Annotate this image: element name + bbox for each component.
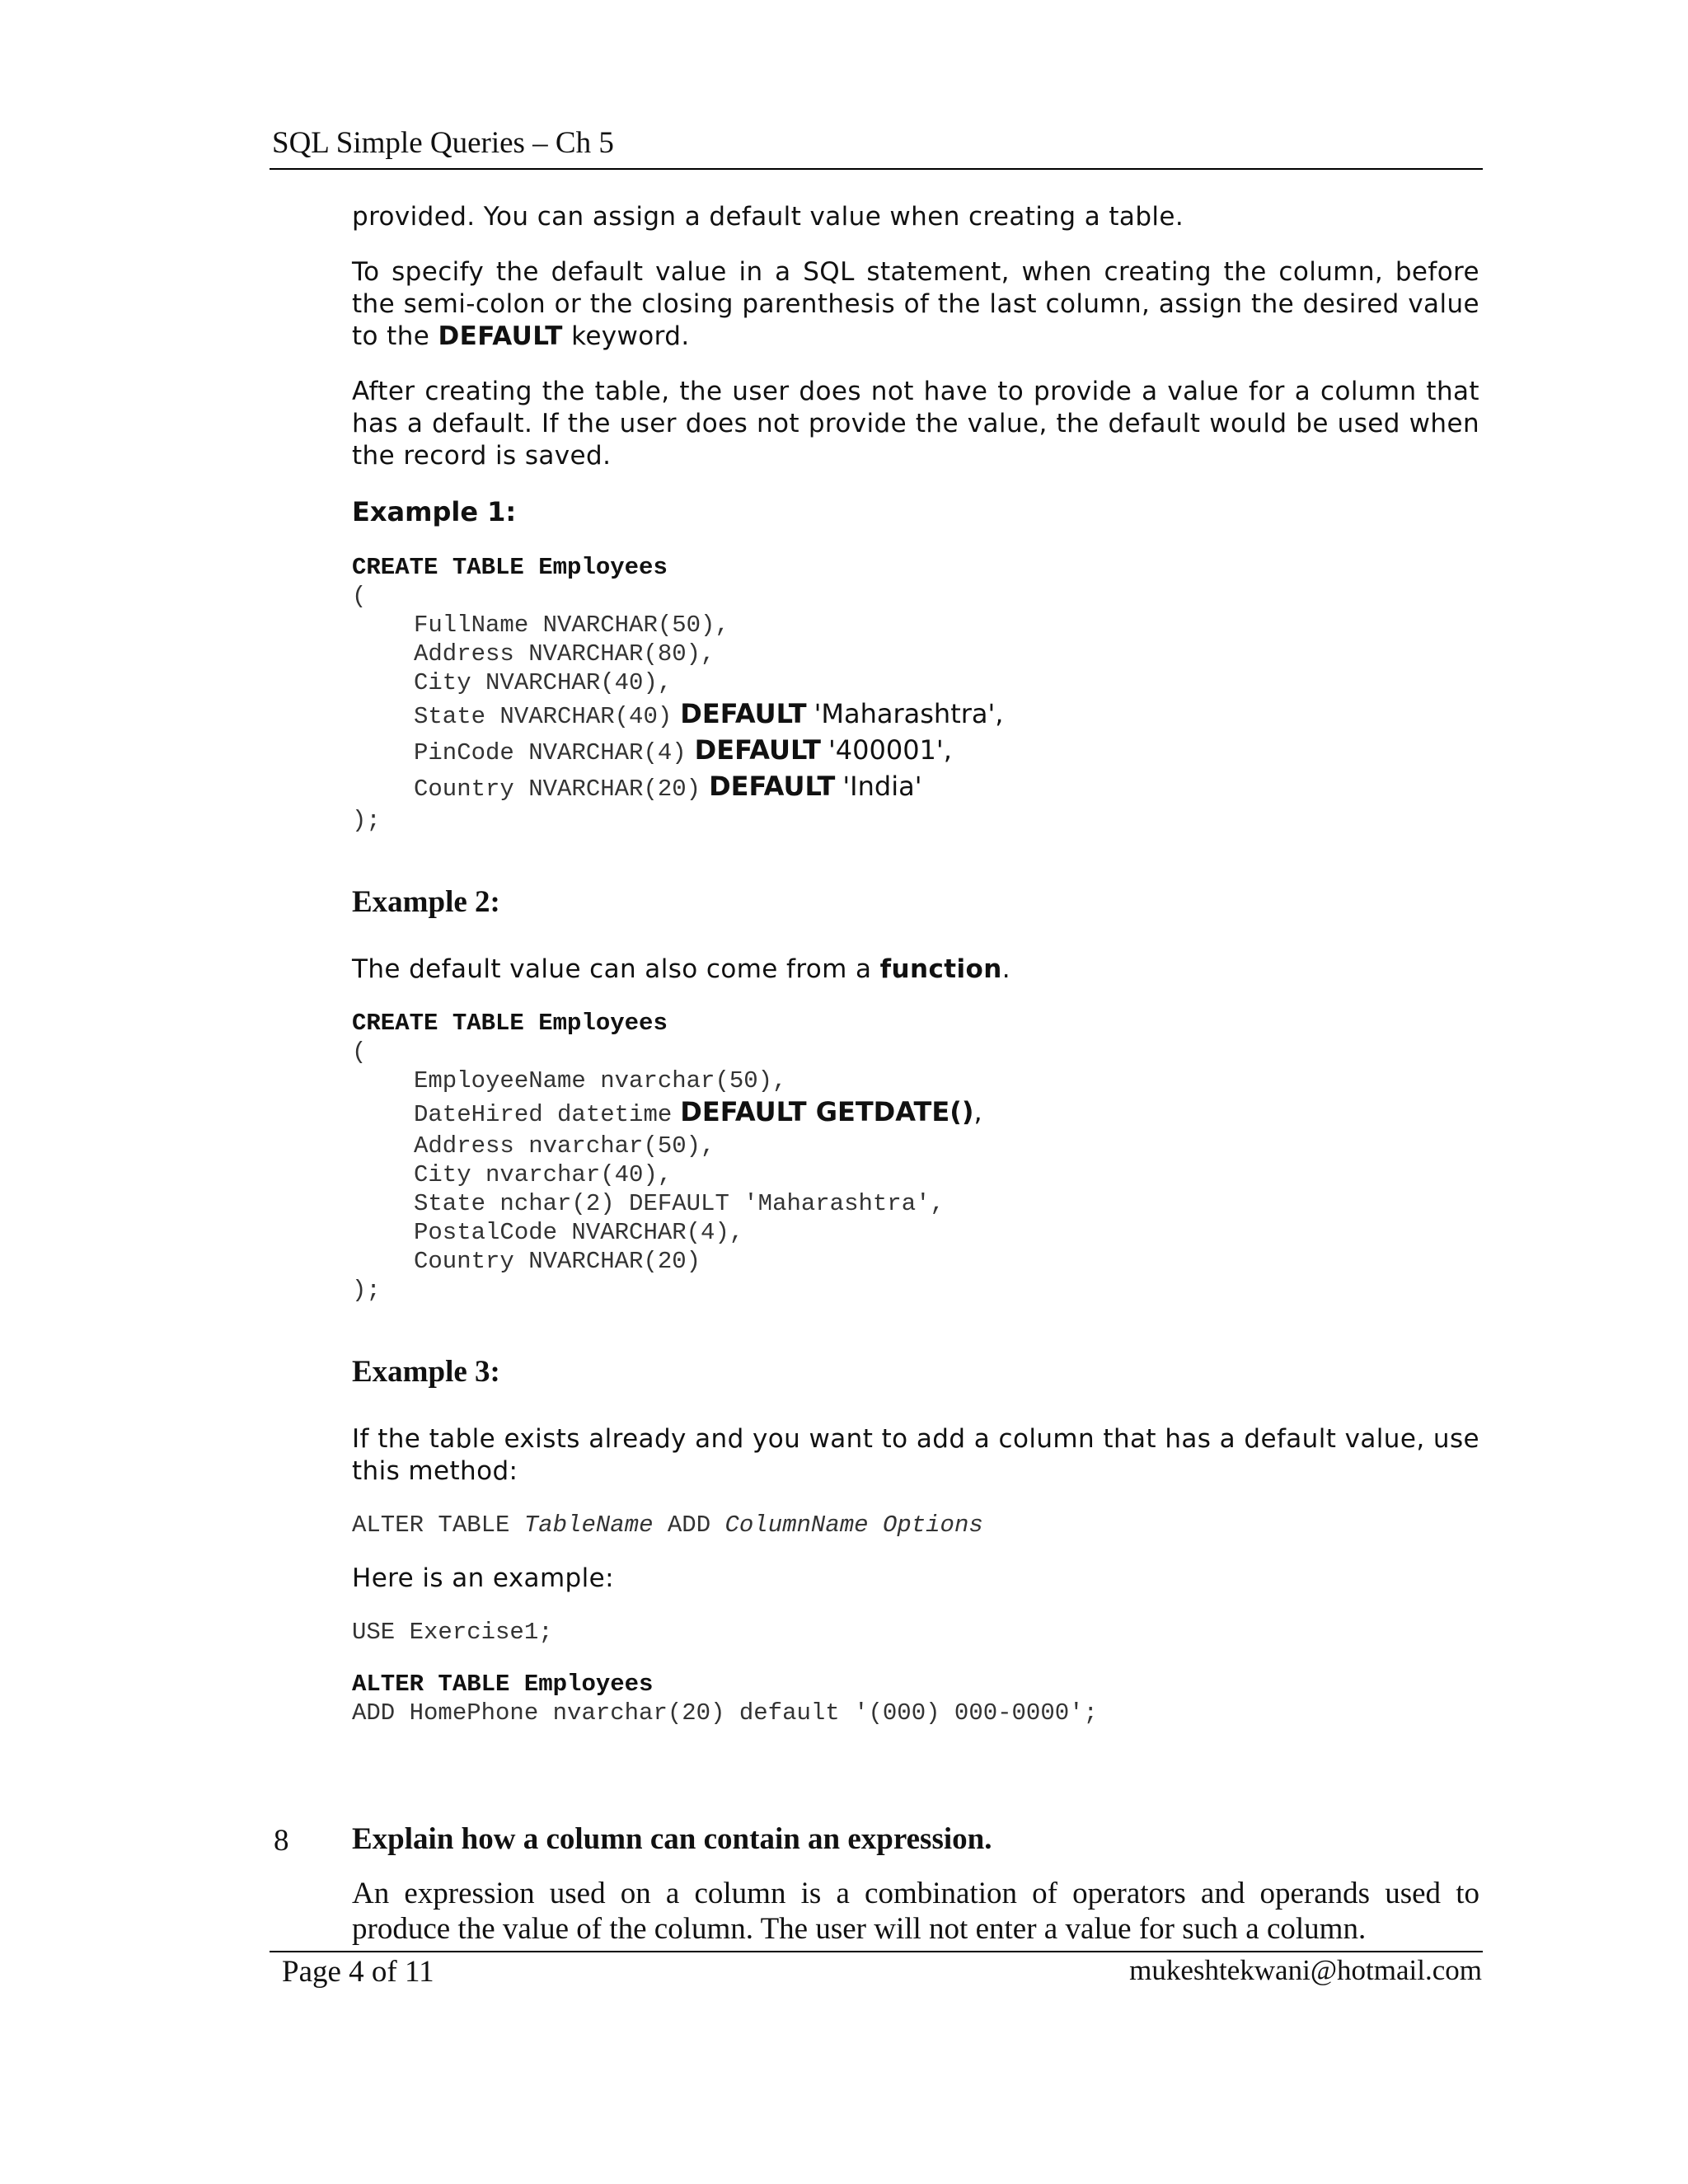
code-line: State nchar(2) DEFAULT 'Maharashtra', — [414, 1190, 945, 1217]
syntax-space — [869, 1511, 883, 1539]
code-line: ADD HomePhone nvarchar(20) default '(000) 000-0000'; — [352, 1699, 1098, 1727]
code-line: Address NVARCHAR(80), — [414, 640, 715, 668]
code-line: City NVARCHAR(40), — [414, 669, 673, 696]
footer-divider — [270, 1951, 1483, 1952]
intro-p2-text: To specify the default value in a SQL statement, when creating the column, before the semi-colon or the closing parenthesis of the last column, assign the desired value to the — [352, 257, 1479, 351]
syntax-table-name: TableName — [523, 1511, 654, 1539]
question-block — [352, 1821, 1479, 1947]
code-line: Country NVARCHAR(20) — [414, 1248, 701, 1275]
example-1-code — [352, 553, 1479, 835]
code-line: Address nvarchar(50), — [414, 1132, 715, 1160]
code-line — [352, 697, 1479, 733]
example-3-lead: Here is an example: — [352, 1563, 614, 1593]
code-line: USE Exercise1; — [352, 1619, 553, 1646]
alter-syntax — [352, 1511, 1479, 1540]
example-2-text-end: . — [1001, 954, 1010, 984]
question-title: Explain how a column can contain an expression. — [352, 1822, 992, 1856]
code-line — [352, 1511, 1479, 1540]
code-column: PinCode NVARCHAR(4) — [414, 739, 687, 766]
code-line: FullName NVARCHAR(50), — [414, 612, 729, 639]
example-2-text — [352, 954, 1479, 986]
intro-p2-end: keyword. — [562, 321, 690, 351]
code-comma: , — [973, 1096, 982, 1127]
code-line: ALTER TABLE Employees — [352, 1671, 654, 1698]
code-default-keyword: DEFAULT GETDATE() — [680, 1096, 974, 1127]
intro-paragraph-3: After creating the table, the user does not have to provide a value for a column that has a default. If the user does not provide the value, the default would be used when the record is saved. — [352, 377, 1479, 471]
code-column: Country NVARCHAR(20) — [414, 776, 701, 803]
code-line: ); — [352, 807, 381, 834]
code-line: City nvarchar(40), — [414, 1161, 673, 1188]
code-line: ); — [352, 1277, 381, 1304]
code-default-keyword: DEFAULT — [680, 698, 807, 729]
intro-paragraph-1: provided. You can assign a default value when creating a table. — [352, 202, 1184, 232]
example-3-code — [352, 1670, 1479, 1727]
code-line — [352, 733, 1479, 770]
header-divider — [270, 168, 1483, 170]
use-statement — [352, 1618, 1479, 1647]
code-default-value: '400001', — [828, 734, 952, 766]
code-default-value: 'Maharashtra', — [814, 698, 1004, 729]
syntax-add: ADD — [653, 1511, 725, 1539]
code-line: EmployeeName nvarchar(50), — [414, 1067, 787, 1094]
code-column: DateHired datetime — [414, 1101, 673, 1128]
syntax-alter: ALTER TABLE — [352, 1511, 524, 1539]
code-default-keyword: DEFAULT — [694, 734, 821, 766]
code-default-value: 'India' — [842, 771, 922, 802]
example-1-heading: Example 1: — [352, 496, 517, 527]
example-2-text-start: The default value can also come from a — [352, 954, 880, 984]
function-keyword: function — [879, 954, 1002, 984]
syntax-options: Options — [882, 1511, 983, 1539]
code-line — [352, 770, 1479, 806]
default-keyword: DEFAULT — [438, 321, 563, 351]
code-line: CREATE TABLE Employees — [352, 1010, 668, 1037]
code-line: PostalCode NVARCHAR(4), — [414, 1219, 744, 1246]
code-line — [352, 1095, 1479, 1132]
code-line: CREATE TABLE Employees — [352, 554, 668, 581]
code-column: State NVARCHAR(40) — [414, 703, 673, 730]
page-header-title: SQL Simple Queries – Ch 5 — [272, 126, 614, 160]
code-line: ( — [352, 583, 367, 610]
example-2-heading: Example 2: — [352, 885, 500, 919]
intro-paragraph-2 — [352, 256, 1479, 353]
example-3-heading: Example 3: — [352, 1355, 500, 1389]
page-content — [352, 201, 1479, 1727]
example-2-code — [352, 1009, 1479, 1305]
question-body: An expression used on a column is a combination of operators and operands used to produce the value of the column. The user will not enter a value for such a column. — [352, 1877, 1479, 1946]
code-line: ( — [352, 1038, 367, 1066]
syntax-column-name: ColumnName — [724, 1511, 869, 1539]
code-default-keyword: DEFAULT — [709, 771, 836, 802]
example-3-text: If the table exists already and you want to add a column that has a default value, use this method: — [352, 1424, 1479, 1486]
page-number: Page 4 of 11 — [282, 1955, 434, 1989]
question-number: 8 — [274, 1824, 289, 1858]
author-email: mukeshtekwani@hotmail.com — [1129, 1954, 1482, 1986]
